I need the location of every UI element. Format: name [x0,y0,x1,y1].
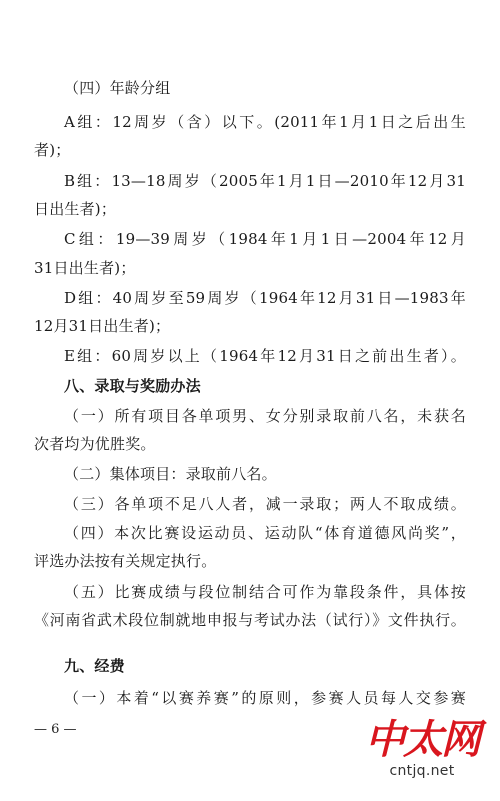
paragraph-line: 次者均为优胜奖。 [34,435,156,453]
section-heading-funding: 九、经费 [64,657,125,675]
paragraph-line: （二）集体项目：录取前八名。 [64,465,277,483]
paragraph-line: （一）所有项目各单项男、女分别录取前八名，未获名 [64,407,466,425]
watermark-brand: 中太网 [365,716,479,763]
watermark-logo [362,718,482,788]
page-number: — 6 — [34,722,77,737]
paragraph-line: （一）本着“以赛养赛”的原则，参赛人员每人交参赛 [64,689,466,707]
paragraph-line: 日出生者)； [34,200,117,218]
section-heading-admission-awards: 八、录取与奖励办法 [64,377,201,395]
paragraph-line: C组：19—39周岁（1984年1月1日—2004年12月 [64,230,466,248]
paragraph-line: （三）各单项不足八人者，减一录取；两人不取成绩。 [64,495,466,513]
paragraph-line: 31日出生者)； [34,259,136,277]
watermark-url: cntjq.net [389,763,455,779]
paragraph-line: A组：12周岁（含）以下。(2011年1月1日之后出生 [64,113,466,131]
paragraph-line: 评选办法按有关规定执行。 [34,552,217,570]
paragraph-line: 12月31日出生者)； [34,317,171,335]
paragraph-line: 《河南省武术段位制就地申报与考试办法（试行）》文件执行。 [34,611,466,629]
paragraph-line: D组：40周岁至59周岁（1964年12月31日—1983年 [64,289,466,307]
paragraph-line: B组：13—18周岁（2005年1月1日—2010年12月31 [64,172,466,190]
paragraph-line: E组：60周岁以上（1964年12月31日之前出生者）。 [64,347,466,365]
paragraph-line: 者)； [34,141,71,159]
paragraph-line: （五）比赛成绩与段位制结合可作为靠段条件，具体按 [64,583,466,601]
paragraph-line: （四）本次比赛设运动员、运动队“体育道德风尚奖”， [64,524,466,542]
section-subheading-age-groups: （四）年龄分组 [64,79,171,97]
